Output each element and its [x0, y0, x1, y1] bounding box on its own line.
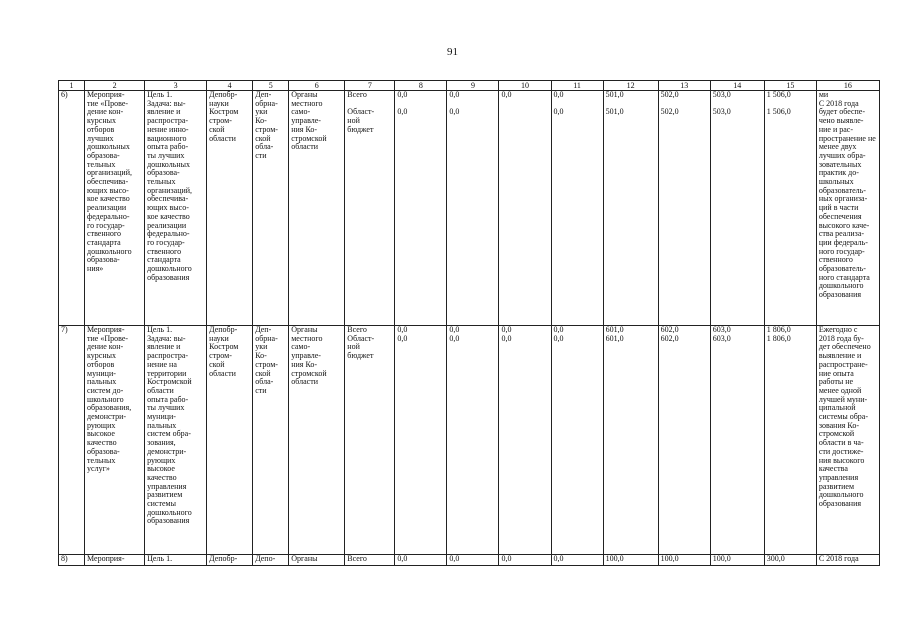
participants-cell: Органы местного само- управле- ния Ко- стромской области	[289, 91, 345, 326]
header-cell: 3	[145, 81, 207, 91]
total-cell: 300,0	[764, 555, 816, 566]
result-cell: ми С 2018 года будет обеспе- чено выявле- ние и рас- пространение не менее двух лучших обра- зовательных практик до- школьных образователь- ных организа- ций в части обеспечения высокого каче- ства реализа- ции федераль- ного государ- ственного образователь- ного стандарта дошкольного образования	[816, 91, 879, 326]
goal-cell: Цель 1. Задача: вы- явление и распростра- нение инно- вационного опыта рабо- ты лучших дошкольных образова- тельных организаций, обеспечива- ющих высо- кое качество реализации федерально- го государ- ственного стандарта дошкольного образования	[145, 91, 207, 326]
page-number: 91	[447, 46, 458, 58]
executor-cell: Депобр- науки Костром стром- ской области	[207, 91, 253, 326]
header-cell: 8	[395, 81, 447, 91]
participants-cell: Органы местного само- управле- ния Ко- стромской области	[289, 326, 345, 555]
goal-cell: Цель 1.	[145, 555, 207, 566]
value-cell: 0,0	[395, 555, 447, 566]
participants-cell: Органы	[289, 555, 345, 566]
executor-cell: Депобр-	[207, 555, 253, 566]
header-cell: 5	[253, 81, 289, 91]
header-cell: 6	[289, 81, 345, 91]
header-cell: 4	[207, 81, 253, 91]
value-cell: 503,0 503,0	[710, 91, 764, 326]
header-cell: 16	[816, 81, 879, 91]
value-cell: 0,0	[447, 555, 499, 566]
event-cell: Мероприя- тие «Прове- дение кон- курсных отборов муници- пальных систем до- школьного образования, демонстри- рующих высокое качество образова- тельных услуг»	[85, 326, 145, 555]
value-cell: 100,0	[658, 555, 710, 566]
header-cell: 13	[658, 81, 710, 91]
funding-source-cell: Всего Област- ной бюджет	[345, 326, 395, 555]
goal-cell: Цель 1. Задача: вы- явление и распростра- нение на территории Костромской области опыта рабо- ты лучших муници- пальных систем обра- зования, демонстри- рующих высокое качество управления развитием системы дошкольного образования	[145, 326, 207, 555]
header-row	[59, 81, 880, 91]
header-cell: 1	[59, 81, 85, 91]
header-cell: 9	[447, 81, 499, 91]
program-table	[58, 80, 880, 566]
value-cell: 0,0 0,0	[395, 326, 447, 555]
value-cell: 0,0	[551, 555, 603, 566]
value-cell: 0,0 0,0	[447, 91, 499, 326]
value-cell: 100,0	[603, 555, 658, 566]
header-cell: 10	[499, 81, 551, 91]
header-cell: 12	[603, 81, 658, 91]
header-cell: 15	[764, 81, 816, 91]
funding-source-cell: Всего	[345, 555, 395, 566]
table-row	[59, 91, 880, 326]
value-cell: 0,0 0,0	[499, 326, 551, 555]
table-row	[59, 555, 880, 566]
table-row	[59, 326, 880, 555]
executor-cell: Депобр- науки Костром стром- ской области	[207, 326, 253, 555]
row-number: 7)	[59, 326, 85, 555]
value-cell: 603,0 603,0	[710, 326, 764, 555]
value-cell: 100,0	[710, 555, 764, 566]
row-number: 6)	[59, 91, 85, 326]
value-cell: 0,0 0,0	[551, 326, 603, 555]
total-cell: 1 806,0 1 806,0	[764, 326, 816, 555]
result-cell: Ежегодно с 2018 года бу- дет обеспечено выявление и распростране- ние опыта работы не менее одной лучшей муни- ципальной системы обра- зования Ко- стромской области в ча- сти достиже- ния высокого качества управления развитием дошкольного образования	[816, 326, 879, 555]
value-cell: 0,0 0,0	[447, 326, 499, 555]
header-cell: 11	[551, 81, 603, 91]
event-cell: Мероприя-	[85, 555, 145, 566]
header-cell: 14	[710, 81, 764, 91]
event-cell: Мероприя- тие «Прове- дение кон- курсных отборов лучших дошкольных образова- тельных организаций, обеспечива- ющих высо- кое качество реализации федерально- го государ- ственного стандарта дошкольного образова- ния»	[85, 91, 145, 326]
total-cell: 1 506,0 1 506,0	[764, 91, 816, 326]
value-cell: 0,0 0,0	[551, 91, 603, 326]
value-cell: 0,0	[499, 91, 551, 326]
funding-source-cell: Всего Област- ной бюджет	[345, 91, 395, 326]
value-cell: 502,0 502,0	[658, 91, 710, 326]
value-cell: 501,0 501,0	[603, 91, 658, 326]
row-number: 8)	[59, 555, 85, 566]
value-cell: 0,0	[499, 555, 551, 566]
co-executor-cell: Депо-	[253, 555, 289, 566]
result-cell: С 2018 года	[816, 555, 879, 566]
co-executor-cell: Деп- обрна- уки Ко- стром- ской обла- сти	[253, 91, 289, 326]
value-cell: 0,0 0,0	[395, 91, 447, 326]
value-cell: 602,0 602,0	[658, 326, 710, 555]
co-executor-cell: Деп- обрна- уки Ко- стром- ской обла- сти	[253, 326, 289, 555]
header-cell: 7	[345, 81, 395, 91]
value-cell: 601,0 601,0	[603, 326, 658, 555]
header-cell: 2	[85, 81, 145, 91]
